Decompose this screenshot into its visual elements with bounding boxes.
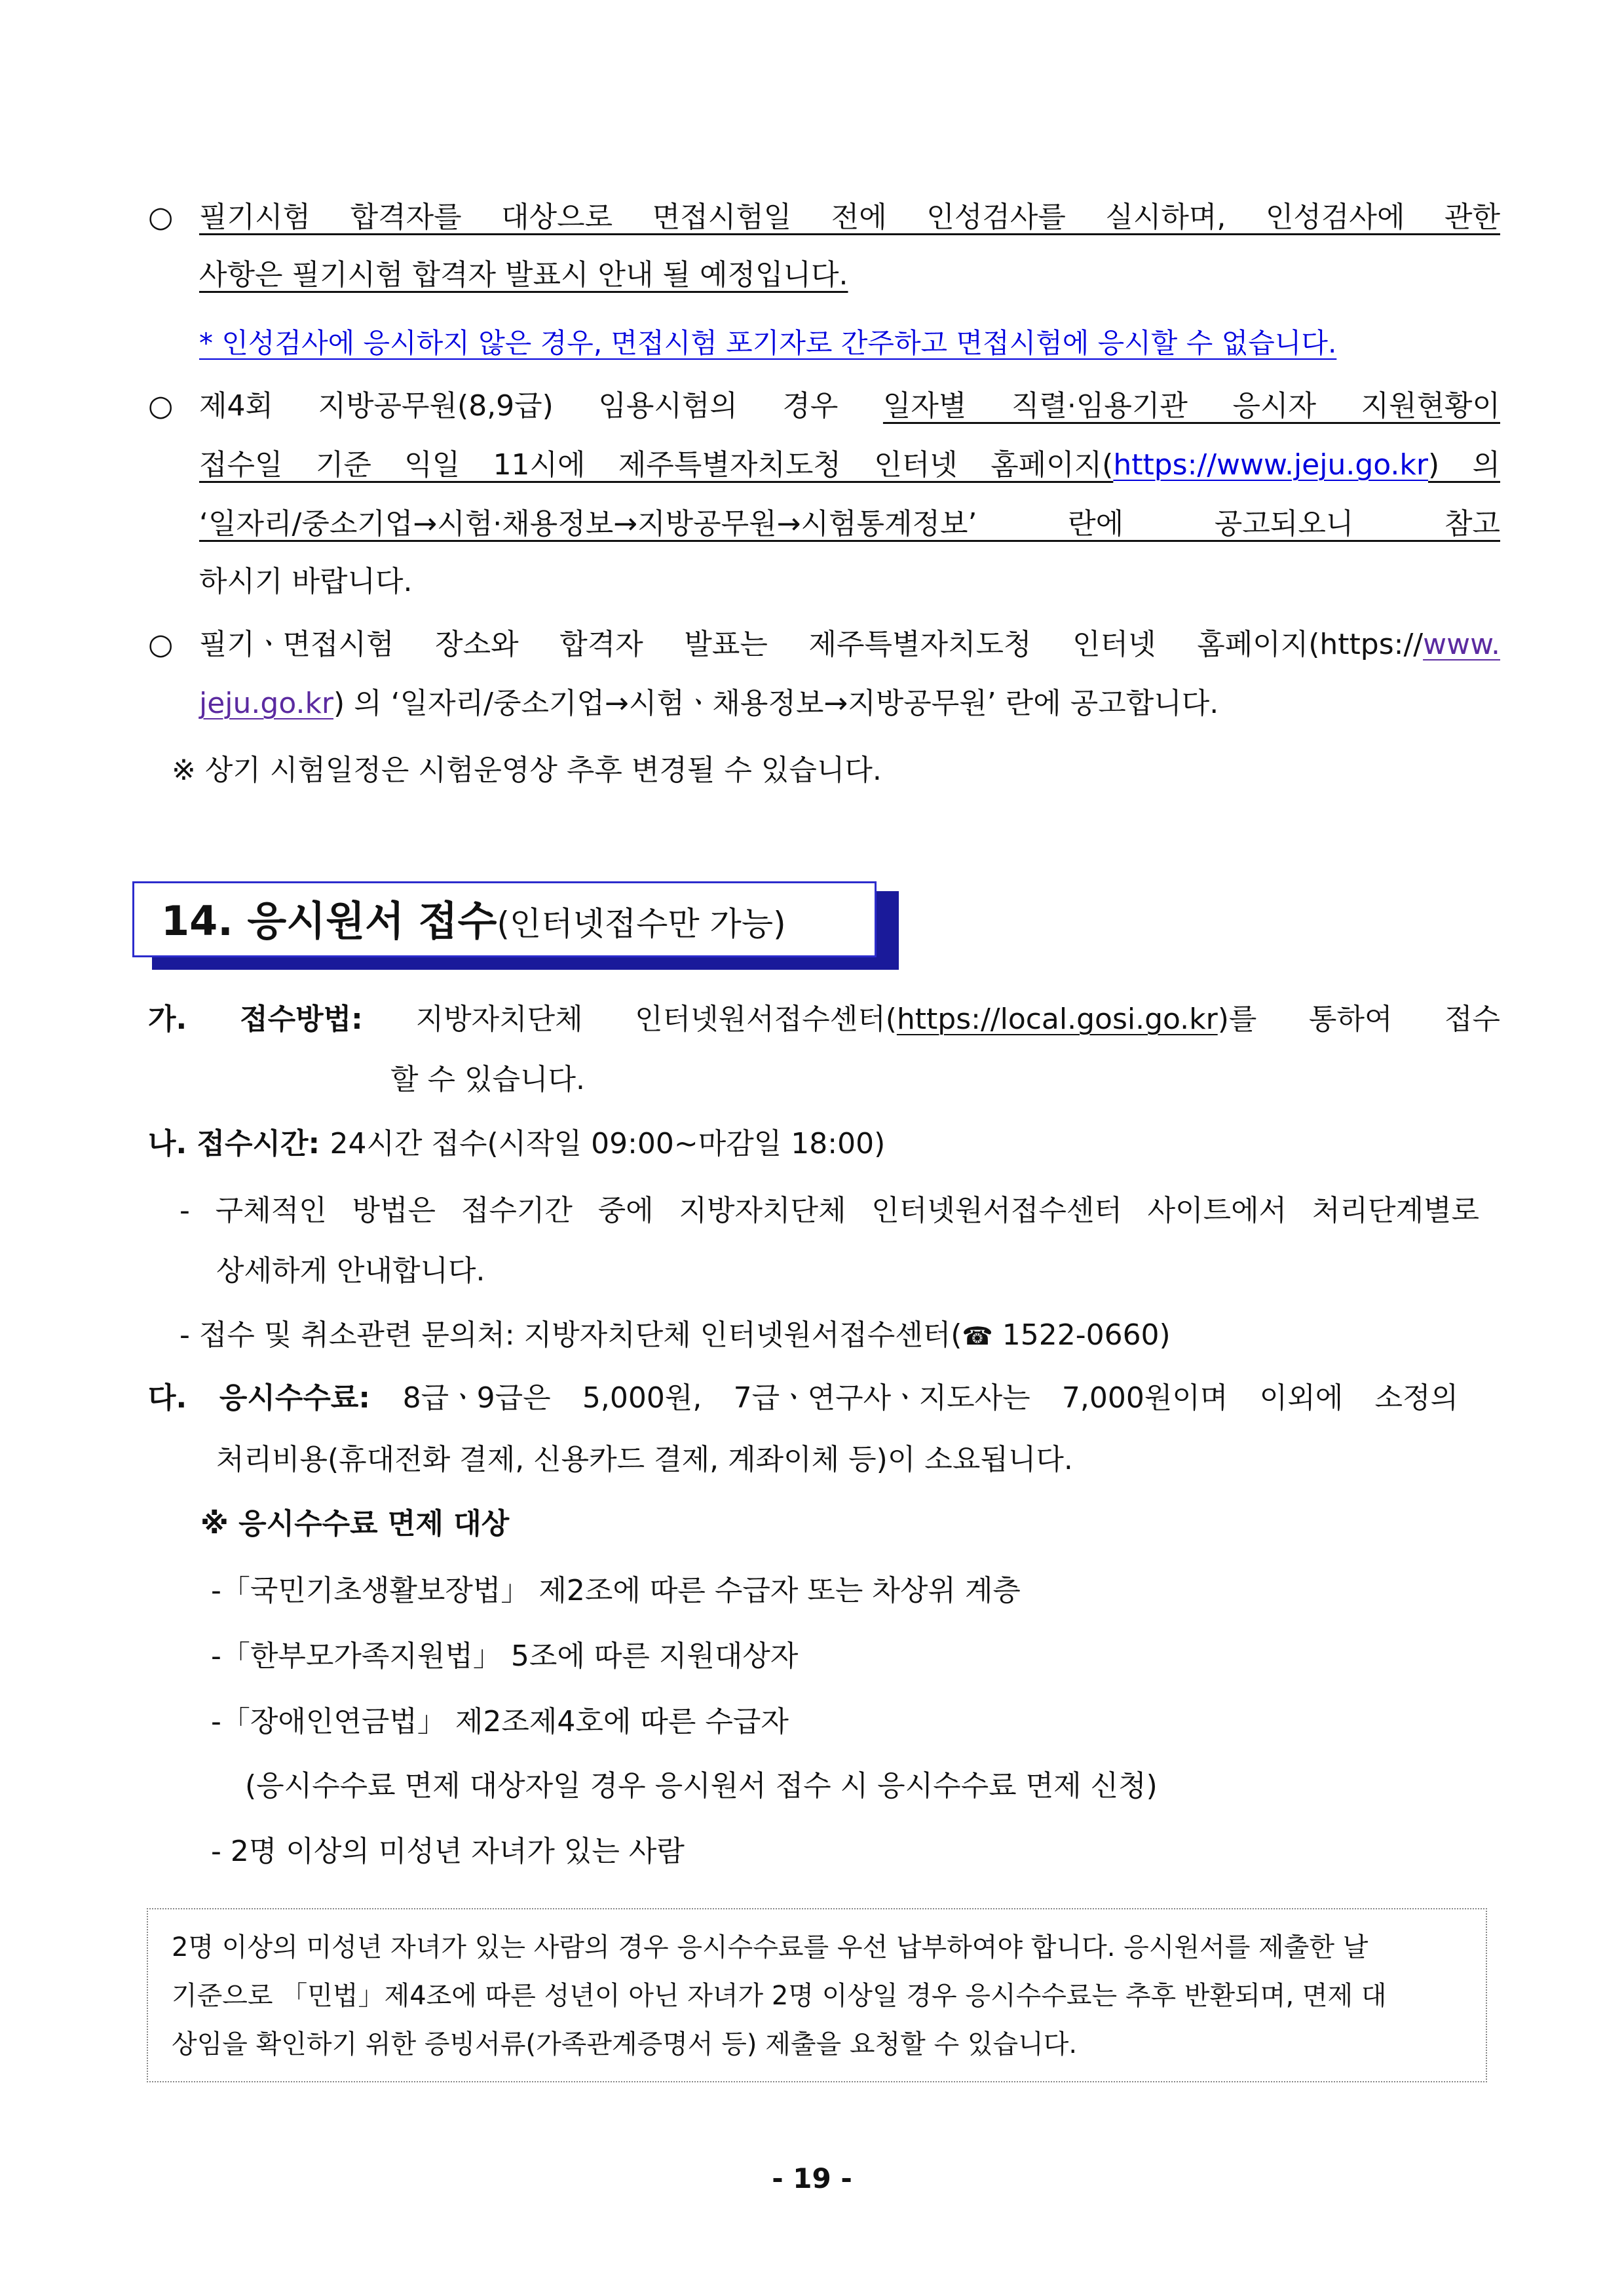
paragraph-2-line-4: 하시기 바랍니다.: [199, 565, 413, 598]
paragraph-2-line-3: ‘일자리/중소기업→시험·채용정보→지방공무원→시험통계정보’ 란에 공고되오니 참고: [199, 507, 1500, 541]
bullet-circle: ○: [148, 201, 174, 234]
page-number: - 19 -: [772, 2162, 852, 2194]
phone-icon: ☎: [962, 1322, 993, 1350]
paragraph-1-line-1: 필기시험 합격자를 대상으로 면접시험일 전에 인성검사를 실시하며, 인성검사에 관한: [199, 201, 1500, 234]
jeju-homepage-link[interactable]: https://www.jeju.go.kr: [1113, 448, 1428, 482]
bullet-circle: ○: [148, 628, 174, 661]
application-method: 가. 접수방법: 지방자치단체 인터넷원서접수센터(https://local.gosi.go.kr)를 통하여 접수: [148, 1003, 1500, 1036]
jeju-homepage-link-part-1[interactable]: www.: [1423, 628, 1500, 661]
paragraph-3-line-2: jeju.go.kr) 의 ‘일자리/중소기업→시험ㆍ채용정보→지방공무원’ 란에 공고합니다.: [199, 687, 1219, 720]
application-detail-1-cont: 상세하게 안내합니다.: [216, 1254, 485, 1288]
jeju-homepage-link-part-2[interactable]: jeju.go.kr: [199, 687, 334, 720]
section-title: 14. 응시원서 접수(인터넷접수만 가능): [161, 897, 786, 945]
application-detail-1: - 구체적인 방법은 접수기간 중에 지방자치단체 인터넷원서접수센터 사이트에서 처리단계별로: [179, 1194, 1479, 1227]
refund-note-line-1: 2명 이상의 미성년 자녀가 있는 사람의 경우 응시수수료를 우선 납부하여야 합니다. 응시원서를 제출한 날: [172, 1932, 1369, 1962]
refund-note-line-3: 상임을 확인하기 위한 증빙서류(가족관계증명서 등) 제출을 요청할 수 있습니다.: [172, 2029, 1078, 2059]
fee-exemption-title: ※ 응시수수료 면제 대상: [200, 1507, 510, 1540]
application-contact: - 접수 및 취소관련 문의처: 지방자치단체 인터넷원서접수센터(☎ 1522-0660): [179, 1316, 1479, 1355]
paragraph-2-line-1: 제4회 지방공무원(8,9급) 임용시험의 경우 일자별 직렬·임용기관 응시자 지원현황이: [199, 389, 1500, 423]
refund-note-line-2: 기준으로 「민법」제4조에 따른 성년이 아닌 자녀가 2명 이상일 경우 응시수수료는 추후 반환되며, 면제 대: [172, 1981, 1387, 2011]
application-time: 나. 접수시간: 24시간 접수(시작일 09:00~마감일 18:00): [148, 1127, 886, 1160]
paragraph-3-line-1: 필기ㆍ면접시험 장소와 합격자 발표는 제주특별자치도청 인터넷 홈페이지(https://www.: [199, 628, 1500, 661]
local-gosi-link[interactable]: https://local.gosi.go.kr: [896, 1003, 1218, 1036]
bullet-circle: ○: [148, 389, 174, 423]
fee-exemption-item-1: -「국민기초생활보장법」 제2조에 따른 수급자 또는 차상위 계층: [211, 1574, 1021, 1607]
application-method-cont: 할 수 있습니다.: [390, 1063, 585, 1096]
application-fee: 다. 응시수수료: 8급ㆍ9급은 5,000원, 7급ㆍ연구사ㆍ지도사는 7,000원이며 이외에 소정의: [148, 1381, 1458, 1415]
fee-exemption-item-2: -「한부모가족지원법」 5조에 따른 지원대상자: [211, 1639, 799, 1673]
fee-exemption-item-4: - 2명 이상의 미성년 자녀가 있는 사람: [211, 1835, 685, 1868]
schedule-change-notice: ※ 상기 시험일정은 시험운영상 추후 변경될 수 있습니다.: [172, 754, 882, 787]
refund-note-box: [147, 1908, 1487, 2082]
fee-exemption-note: (응시수수료 면제 대상자일 경우 응시원서 접수 시 응시수수료 면제 신청): [245, 1769, 1158, 1803]
fee-exemption-item-3: -「장애인연금법」 제2조제4호에 따른 수급자: [211, 1705, 789, 1738]
interview-warning-note: * 인성검사에 응시하지 않은 경우, 면접시험 포기자로 간주하고 면접시험에 응시할 수 없습니다.: [199, 327, 1337, 359]
paragraph-1-line-2: 사항은 필기시험 합격자 발표시 안내 될 예정입니다.: [199, 258, 848, 292]
application-fee-cont: 처리비용(휴대전화 결제, 신용카드 결제, 계좌이체 등)이 소요됩니다.: [216, 1443, 1073, 1476]
paragraph-2-line-2: 접수일 기준 익일 11시에 제주특별자치도청 인터넷 홈페이지(https://www.jeju.go.kr) 의: [199, 448, 1500, 482]
